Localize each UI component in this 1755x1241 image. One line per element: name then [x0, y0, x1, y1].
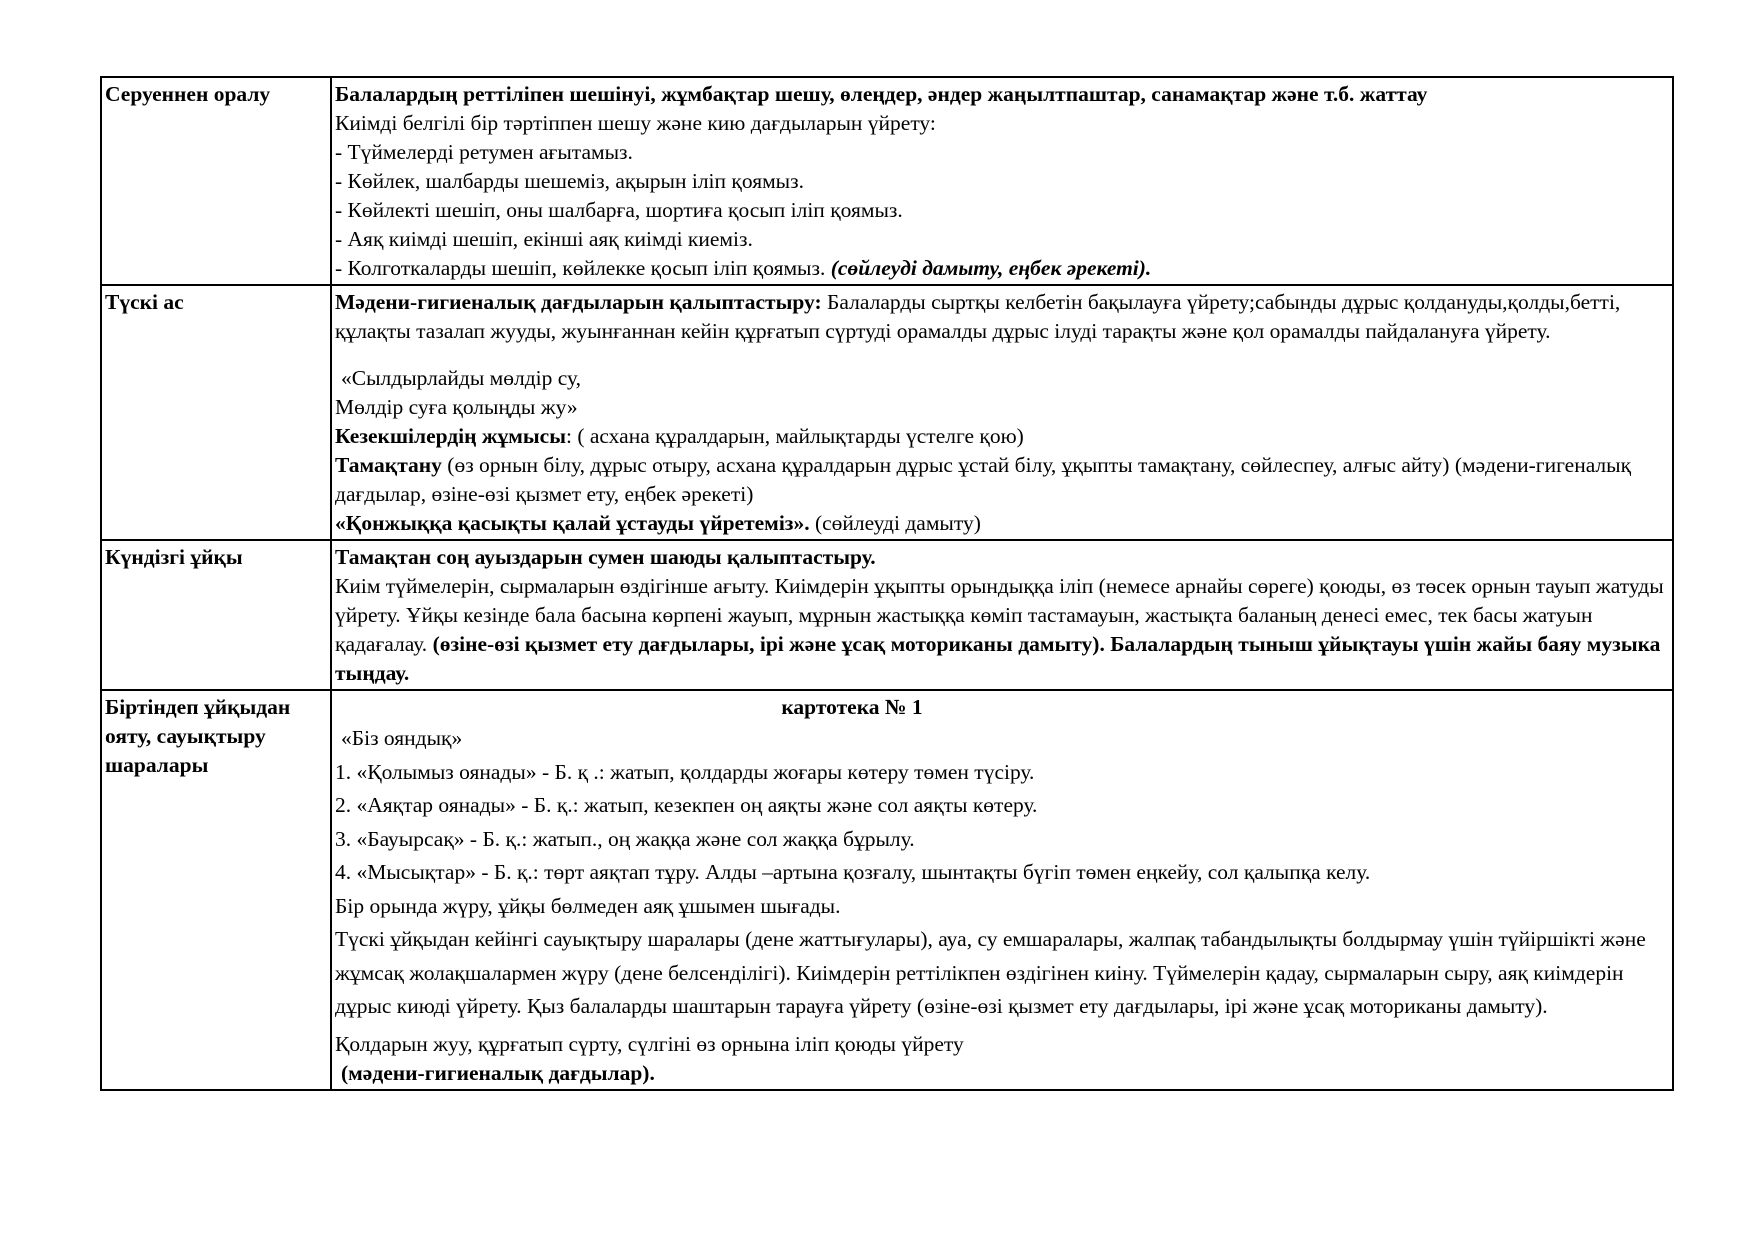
- list-item: - Көйлек, шалбарды шешеміз, ақырын іліп қоямыз.: [335, 169, 805, 193]
- exercise-text: - Б. қ.: жатып, кезекпен оң аяқты және сол аяқты көтеру.: [515, 793, 1038, 817]
- exercise-name: 2. «Аяқтар оянады»: [335, 793, 516, 817]
- development-note: (сөйлеуді дамыту, еңбек әрекеті).: [830, 256, 1152, 280]
- paragraph: [335, 509, 1669, 538]
- exercise-name: 1. «Қолымыз оянады»: [335, 759, 537, 784]
- development-note: (өзіне-өзі қызмет ету дағдылары, ірі және ұсақ моториканы дамыту). Балалардың тыныш ұйықтауы үшін жайы баяу музыка тыңдау.: [335, 632, 1661, 685]
- row-label: Серуеннен оралу: [101, 77, 331, 285]
- paragraph: Түскі ұйқыдан кейінгі сауықтыру шаралары (дене жаттығулары), ауа, су емшаралары, жалпақ табандылықты болдырмау үшін түйіршікті және жұмсақ жолақшалармен жүру (дене белсенділігі). Киімдерін реттілікпен өздігінен киіну. Түймелерін қадау, сырмаларын сыру, аяқ киімдерін дұрыс киюді үйрету. Қыз балаларды шаштарын тарауға үйрету (өзіне-өзі қызмет ету дағдылары, ірі және ұсақ моториканы дамыту).: [335, 927, 1646, 1018]
- list-item: - Аяқ киімді шешіп, екінші аяқ киімді киеміз.: [335, 227, 753, 251]
- row-content: [331, 690, 1673, 1090]
- table-row: [101, 690, 1673, 1090]
- exercise-text: - Б. қ .: жатып, қолдарды жоғары көтеру төмен түсіру.: [536, 759, 1035, 784]
- paragraph: [335, 451, 1669, 509]
- exercise-name: 3. «Бауырсақ»: [335, 826, 465, 851]
- row-label: Күндізгі ұйқы: [101, 540, 331, 690]
- poem-line: Мөлдір суға қолыңды жу»: [335, 395, 578, 419]
- card-title: картотека № 1: [781, 695, 923, 719]
- row-heading: Тамақтан соң ауыздарын сумен шаюды қалыптастыру.: [335, 545, 876, 569]
- spacer: [335, 346, 1669, 364]
- paragraph: Қолдарын жуу, құрғатып сүрту, сүлгіні өз орнына іліп қоюды үйрету: [335, 1031, 964, 1056]
- row-heading: Балалардың реттіліпен шешінуі, жұмбақтар шешу, өлеңдер, әндер жаңылтпаштар, санамақтар және т.б. жаттау: [335, 82, 1428, 106]
- paragraph-heading: «Қонжыққа қасықты қалай ұстауды үйретеміз».: [335, 511, 810, 535]
- list-item: [335, 856, 1669, 890]
- row-label: Түскі ас: [101, 285, 331, 540]
- row-content: [331, 540, 1673, 690]
- paragraph-heading: Кезекшілердің жұмысы: [335, 424, 566, 448]
- list-item: [335, 789, 1669, 823]
- table-row: [101, 285, 1673, 540]
- document-page: [100, 76, 1674, 1091]
- row-content: [331, 285, 1673, 540]
- exercise-text: - Б. қ.: төрт аяқтап тұру. Алды –артына қозғалу, шынтақты бүгіп төмен еңкейу, сол қалыпқа келу.: [475, 860, 1371, 884]
- list-item: - Түймелерді ретумен ағытамыз.: [335, 140, 633, 164]
- poem-line: «Сылдырлайды мөлдір су,: [341, 366, 582, 390]
- row-label: Біртіндеп ұйқыдан ояту, сауықтыру шаралары: [101, 690, 331, 1090]
- paragraph-text: Киім түймелерін, сырмаларын өздігінше ағыту. Киімдерін ұқыпты орындыққа іліп (немесе арнайы сөреге) қоюды, өз төсек орнын тауып жатуды үйрету. Ұйқы кезінде бала басына көрпені жауып, мұрнын жастыққа көміп тастамауын, жастықта баланың денесі емес, тек басы жатуын қадағалау.: [335, 574, 1664, 656]
- paragraph: [335, 422, 1669, 451]
- exercise-title: «Біз ояндық»: [341, 726, 463, 750]
- row-content: [331, 77, 1673, 285]
- paragraph-text: (сөйлеуді дамыту): [809, 511, 981, 535]
- paragraph: [335, 572, 1669, 688]
- paragraph: [335, 288, 1669, 346]
- paragraph-text: Балаларды сыртқы келбетін бақылауға үйрету;сабынды дұрыс қолдануды,қолды,бетті, құлақты тазалап жууды, жуынғаннан кейін құрғатып сүртуді орамалды дұрыс ілуді тарақты және қол орамалды пайдалануға үйрету.: [335, 290, 1621, 343]
- list-item: Киімді белгілі бір тәртіппен шешу және кию дағдыларын үйрету:: [335, 111, 936, 135]
- list-item: [335, 823, 1669, 857]
- daily-plan-table: [100, 76, 1674, 1091]
- paragraph-text: (өз орнын білу, дұрыс отыру, асхана құралдарын дұрыс ұстай білу, ұқыпты тамақтану, сөйлеспеу, алғыс айту) (мәдени-гигеналық дағдылар, өзіне-өзі қызмет ету, еңбек әрекеті): [335, 453, 1632, 506]
- list-item: - Көйлекті шешіп, оны шалбарға, шортиға қосып іліп қоямыз.: [335, 198, 903, 222]
- development-note: (мәдени-гигиеналық дағдылар).: [341, 1060, 655, 1085]
- paragraph-heading: Тамақтану: [335, 453, 442, 477]
- exercise-name: 4. «Мысықтар»: [335, 860, 476, 884]
- paragraph-heading: Мәдени-гигиеналық дағдыларын қалыптастыру:: [335, 290, 822, 314]
- list-item: [335, 254, 1669, 283]
- list-item-text: - Колготкаларды шешіп, көйлекке қосып іліп қоямыз.: [335, 256, 831, 280]
- list-item: [335, 756, 1669, 790]
- table-row: [101, 540, 1673, 690]
- exercise-text: - Б. қ.: жатып., оң жаққа және сол жаққа бұрылу.: [464, 826, 915, 851]
- table-row: [101, 77, 1673, 285]
- paragraph-text: : ( асхана құралдарын, майлықтарды үстелге қою): [566, 424, 1024, 448]
- paragraph: Бір орында жүру, ұйқы бөлмеден аяқ ұшымен шығады.: [335, 893, 841, 918]
